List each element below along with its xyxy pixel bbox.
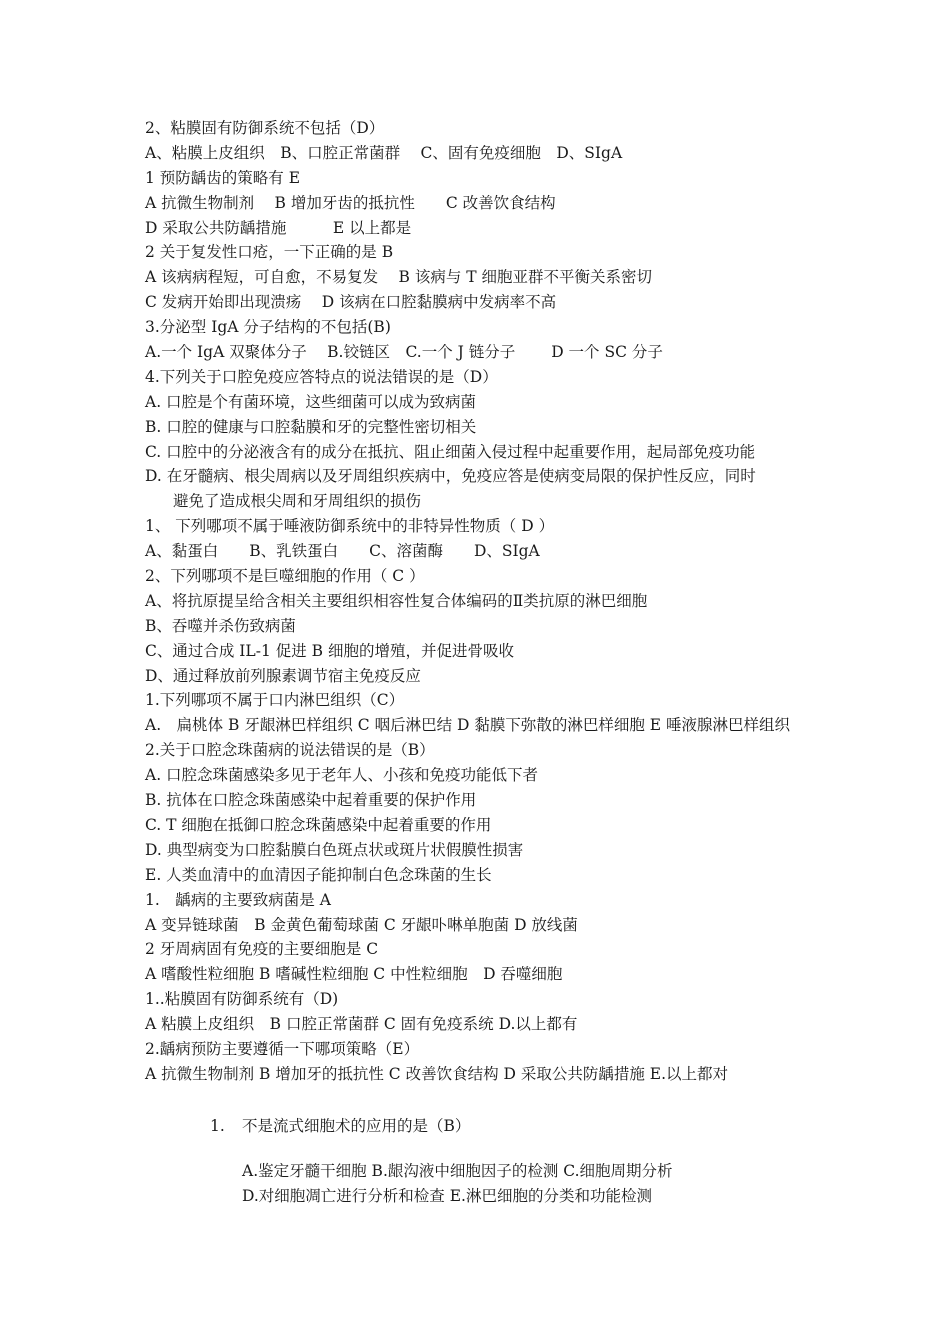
text-line: 1..粘膜固有防御系统有（D): [145, 990, 339, 1009]
text-line: 1 预防龋齿的策略有 E: [145, 168, 301, 187]
text-line: 1、 下列哪项不属于唾液防御系统中的非特异性物质（ D ）: [145, 517, 555, 536]
text-line: A. 扁桃体 B 牙龈淋巴样组织 C 咽后淋巴结 D 黏膜下弥散的淋巴样细胞 E 唾液腺淋巴样组织: [145, 716, 791, 735]
question-text: 不是流式细胞术的应用的是（B）: [242, 1117, 471, 1135]
text-line: A 嗜酸性粒细胞 B 嗜碱性粒细胞 C 中性粒细胞 D 吞噬细胞: [145, 965, 563, 984]
question-number: 1.: [210, 1117, 225, 1135]
text-line: A 粘膜上皮组织 B 口腔正常菌群 C 固有免疫系统 D.以上都有: [145, 1015, 578, 1034]
text-line: A、将抗原提呈给含相关主要组织相容性复合体编码的Ⅱ类抗原的淋巴细胞: [145, 591, 648, 610]
final-question: [210, 1114, 850, 1209]
text-line: 2 关于复发性口疮，一下正确的是 B: [145, 243, 394, 262]
answer-options: [210, 1159, 850, 1209]
text-line: A 该病病程短，可自愈，不易复发 B 该病与 T 细胞亚群不平衡关系密切: [145, 268, 653, 287]
text-line: B、吞噬并杀伤致病菌: [145, 616, 296, 635]
text-line: C 发病开始即出现溃疡 D 该病在口腔黏膜病中发病率不高: [145, 293, 557, 312]
text-line: A.一个 IgA 双聚体分子 B.铰链区 C.一个 J 链分子 D 一个 SC 分子: [145, 343, 663, 362]
text-line: A、黏蛋白 B、乳铁蛋白 C、溶菌酶 D、SIgA: [145, 542, 540, 561]
text-line: D、通过释放前列腺素调节宿主免疫反应: [145, 666, 421, 685]
text-line: D 采取公共防龋措施 E 以上都是: [145, 218, 412, 237]
question-list: [145, 116, 845, 1087]
text-line: 2、下列哪项不是巨噬细胞的作用（ C ）: [145, 567, 425, 586]
text-line: 2.龋病预防主要遵循一下哪项策略（E）: [145, 1039, 420, 1058]
text-line: 1.下列哪项不属于口内淋巴组织（C）: [145, 691, 405, 710]
text-line: C. 口腔中的分泌液含有的成分在抵抗、阻止细菌入侵过程中起重要作用，起局部免疫功能: [145, 442, 756, 461]
text-line: B. 口腔的健康与口腔黏膜和牙的完整性密切相关: [145, 417, 477, 436]
text-line: A、粘膜上皮组织 B、口腔正常菌群 C、固有免疫细胞 D、SIgA: [145, 143, 623, 162]
text-line: A 抗微生物制剂 B 增加牙的抵抗性 C 改善饮食结构 D 采取公共防龋措施 E.以上都对: [145, 1064, 729, 1083]
text-line: B. 抗体在口腔念珠菌感染中起着重要的保护作用: [145, 791, 477, 810]
text-line: C、通过合成 IL-1 促进 B 细胞的增殖，并促进骨吸收: [145, 641, 514, 660]
text-line: A 变异链球菌 B 金黄色葡萄球菌 C 牙龈卟啉单胞菌 D 放线菌: [145, 915, 578, 934]
text-line: A. 口腔念珠菌感染多见于老年人、小孩和免疫功能低下者: [145, 766, 539, 785]
text-line: 2 牙周病固有免疫的主要细胞是 C: [145, 940, 379, 959]
text-line: 2、粘膜固有防御系统不包括（D）: [145, 119, 385, 137]
text-line: 3.分泌型 IgA 分子结构的不包括(B): [145, 318, 391, 337]
text-line: A 抗微生物制剂 B 增加牙齿的抵抗性 C 改善饮食结构: [145, 193, 556, 212]
text-line: E. 人类血清中的血清因子能抑制白色念珠菌的生长: [145, 865, 492, 884]
text-line: 4.下列关于口腔免疫应答特点的说法错误的是（D）: [145, 367, 498, 386]
text-line: 1. 龋病的主要致病菌是 A: [145, 890, 331, 909]
text-line: 2.关于口腔念珠菌病的说法错误的是（B）: [145, 741, 435, 760]
text-line: D. 在牙髓病、根尖周病以及牙周组织疾病中，免疫应答是使病变局限的保护性反应，同时: [145, 467, 756, 486]
option-line: D.对细胞凋亡进行分析和检查 E.淋巴细胞的分类和功能检测: [242, 1187, 652, 1205]
text-line: D. 典型病变为口腔黏膜白色斑点状或斑片状假膜性损害: [145, 840, 524, 859]
text-line: A. 口腔是个有菌环境，这些细菌可以成为致病菌: [145, 392, 477, 411]
option-line: A.鉴定牙髓干细胞 B.龈沟液中细胞因子的检测 C.细胞周期分析: [242, 1162, 673, 1180]
text-line: 避免了造成根尖周和牙周组织的损伤: [173, 492, 422, 511]
question-stem: [210, 1114, 850, 1139]
text-line: C. T 细胞在抵御口腔念珠菌感染中起着重要的作用: [145, 815, 492, 834]
